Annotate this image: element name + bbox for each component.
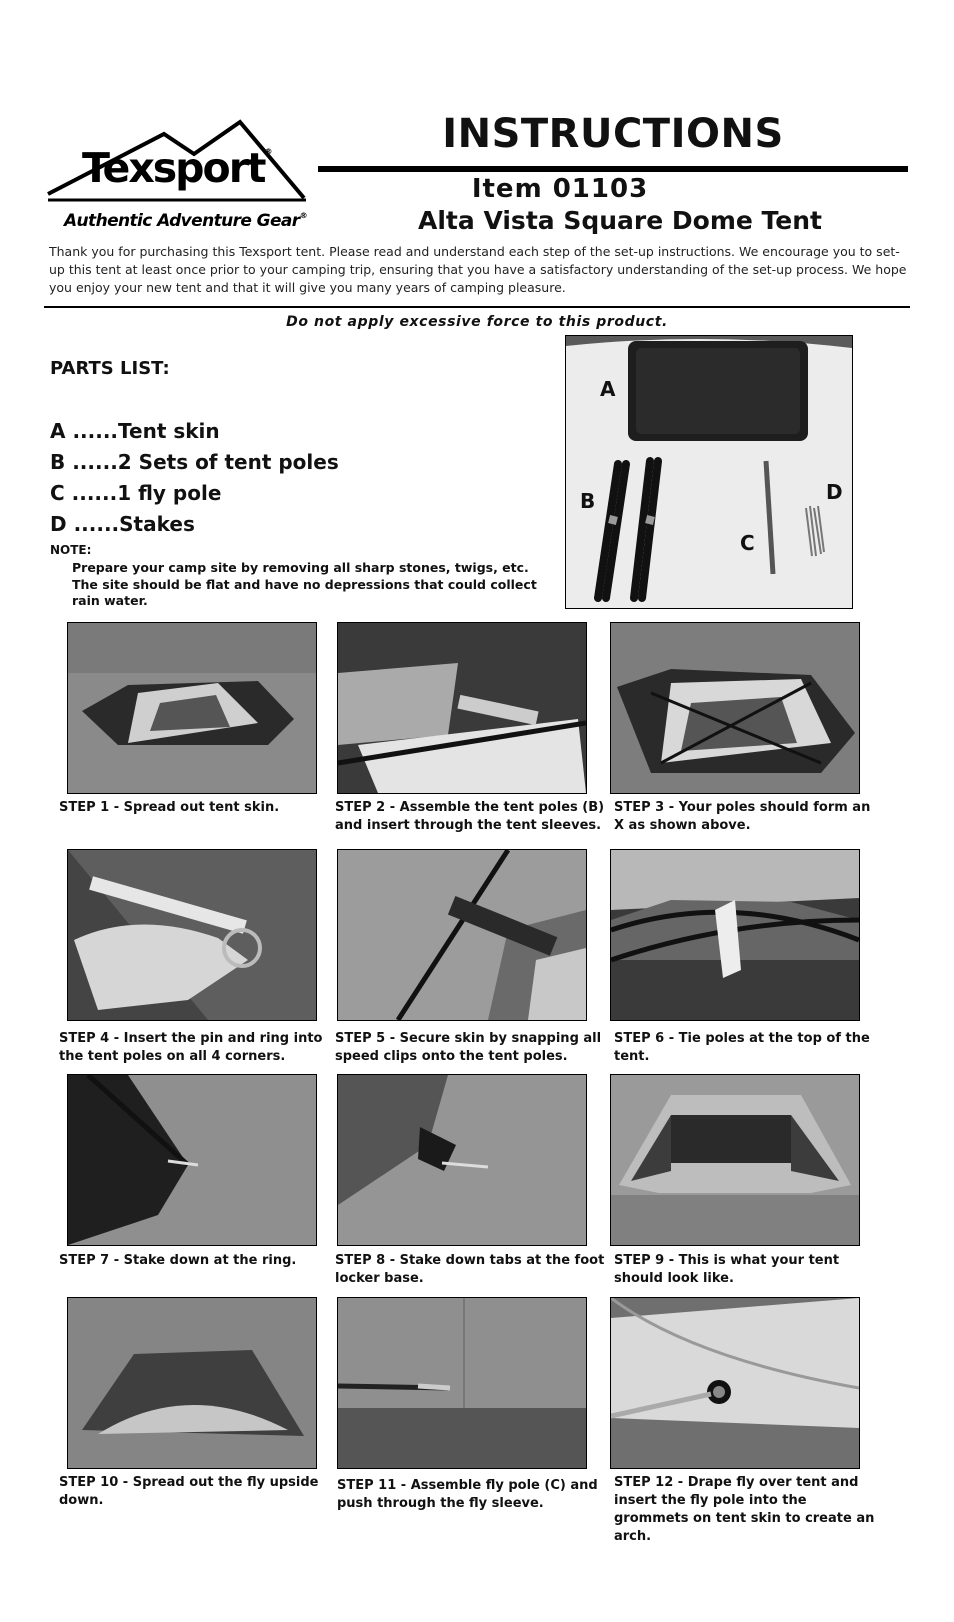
parts-label-a: A bbox=[600, 377, 616, 401]
parts-list-item: C ......1 fly pole bbox=[50, 481, 222, 505]
parts-label-b: B bbox=[580, 489, 596, 513]
step-10-caption: STEP 10 - Spread out the fly upside down. bbox=[59, 1475, 319, 1508]
product-model: Alta Vista Square Dome Tent bbox=[418, 206, 822, 235]
step-7-photo bbox=[67, 1074, 317, 1246]
step-9-photo bbox=[610, 1074, 860, 1246]
step-12-caption: STEP 12 - Drape fly over tent and insert the fly pole into the grommets on tent skin to create an arch. bbox=[614, 1475, 875, 1544]
step-11-caption: STEP 11 - Assemble fly pole (C) and push through the fly sleeve. bbox=[337, 1478, 598, 1511]
step-12-photo bbox=[610, 1297, 860, 1469]
parts-list-item: D ......Stakes bbox=[50, 512, 195, 536]
step-2-caption: STEP 2 - Assemble the tent poles (B) and insert through the tent sleeves. bbox=[335, 800, 605, 833]
step-3-photo bbox=[610, 622, 860, 794]
warning-text: Do not apply excessive force to this product. bbox=[286, 314, 668, 330]
step-1-caption: STEP 1 - Spread out tent skin. bbox=[59, 800, 280, 815]
note-text: Prepare your camp site by removing all sharp stones, twigs, etc. The site should be flat and have no depressions that could collect rain water. bbox=[72, 560, 537, 608]
step-5-caption: STEP 5 - Secure skin by snapping all speed clips onto the tent poles. bbox=[335, 1031, 602, 1064]
step-6-caption: STEP 6 - Tie poles at the top of the tent. bbox=[614, 1031, 870, 1064]
step-4-caption: STEP 4 - Insert the pin and ring into the tent poles on all 4 corners. bbox=[59, 1031, 323, 1064]
parts-list-item: A ......Tent skin bbox=[50, 419, 220, 443]
page-title: INSTRUCTIONS bbox=[442, 111, 784, 157]
note-label: NOTE: bbox=[50, 543, 92, 557]
parts-photo bbox=[565, 335, 853, 609]
step-2-photo bbox=[337, 622, 587, 794]
step-8-caption: STEP 8 - Stake down tabs at the foot locker base. bbox=[335, 1253, 605, 1286]
step-5-photo bbox=[337, 849, 587, 1021]
parts-label-c: C bbox=[740, 531, 755, 555]
parts-list-item: B ......2 Sets of tent poles bbox=[50, 450, 339, 474]
brand-name: Texsport® bbox=[82, 144, 273, 192]
intro-paragraph: Thank you for purchasing this Texsport tent. Please read and understand each step of the set-up instructions. We encourage you to set-up this tent at least once prior to your camping trip, ensuring that you have a satisfactory understanding of the set-up process. We hope you enjoy your new tent and that it will give you many years of camping pleasure. bbox=[49, 244, 907, 295]
item-number: Item 01103 bbox=[471, 174, 649, 204]
brand-logo bbox=[44, 118, 324, 236]
step-9-caption: STEP 9 - This is what your tent should look like. bbox=[614, 1253, 840, 1286]
step-11-photo bbox=[337, 1297, 587, 1469]
step-7-caption: STEP 7 - Stake down at the ring. bbox=[59, 1253, 297, 1268]
brand-tagline: Authentic Adventure Gear® bbox=[64, 211, 307, 231]
step-3-caption: STEP 3 - Your poles should form an X as shown above. bbox=[614, 800, 871, 833]
title-divider bbox=[318, 166, 908, 172]
step-1-photo bbox=[67, 622, 317, 794]
step-10-photo bbox=[67, 1297, 317, 1469]
parts-list-title: PARTS LIST: bbox=[50, 358, 170, 379]
step-4-photo bbox=[67, 849, 317, 1021]
parts-list bbox=[50, 416, 339, 540]
intro-divider bbox=[44, 306, 910, 308]
parts-label-d: D bbox=[826, 480, 843, 504]
step-8-photo bbox=[337, 1074, 587, 1246]
step-6-photo bbox=[610, 849, 860, 1021]
